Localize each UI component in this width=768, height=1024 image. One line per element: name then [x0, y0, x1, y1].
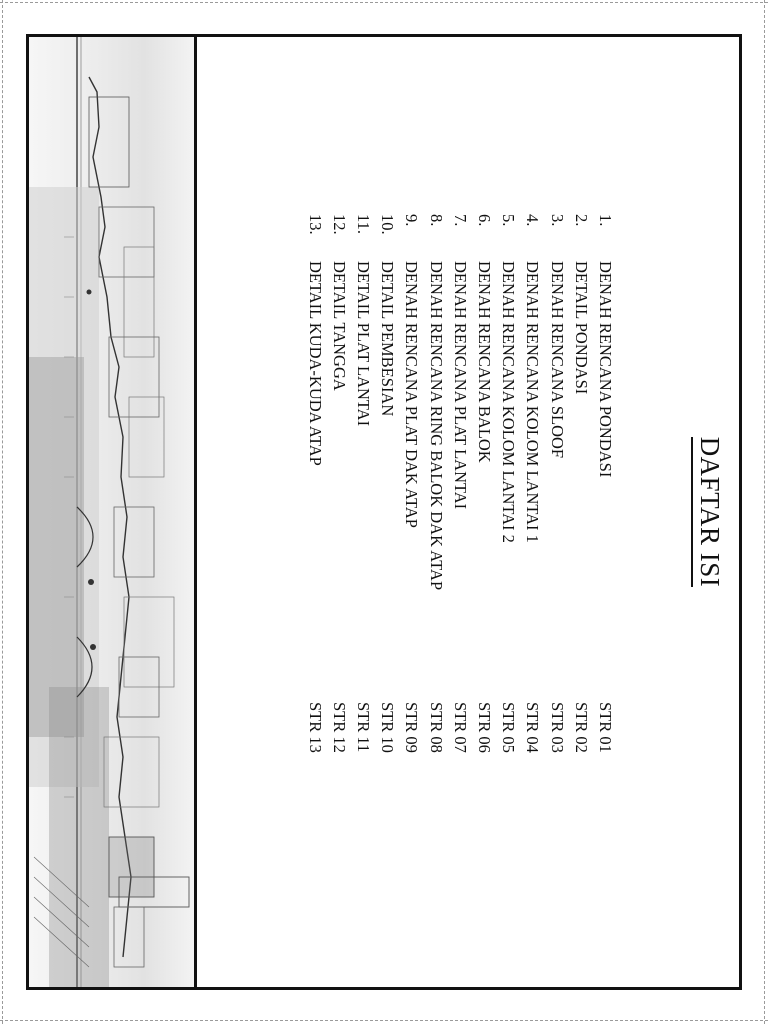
toc-item	[424, 214, 448, 754]
toc-item-label: DENAH RENCANA KOLOM LANTAI 2	[499, 261, 519, 543]
toc-item-label: DETAIL KUDA-KUDA ATAP	[305, 261, 325, 466]
page-edge-bottom	[0, 1020, 768, 1021]
toc-list	[303, 214, 617, 754]
toc-item-code: STR 02	[571, 702, 591, 753]
toc-item-label: DENAH RENCANA KOLOM LANTAI 1	[523, 261, 543, 543]
toc-item-code: STR 05	[499, 702, 519, 753]
toc-item-number: 6.	[475, 214, 495, 227]
toc-item-label: DENAH RENCANA SLOOF	[547, 261, 567, 459]
toc-item-code: STR 10	[378, 702, 398, 753]
toc-item-number: 13.	[305, 214, 325, 235]
toc-item-number: 1.	[596, 214, 615, 227]
toc-item-number: 10.	[378, 214, 398, 235]
toc-item-code: STR 09	[402, 702, 422, 753]
toc-item	[448, 214, 472, 754]
toc-item	[520, 214, 544, 754]
toc-item-label: DENAH RENCANA PLAT DAK ATAP	[402, 261, 422, 528]
toc-item-label: DENAH RENCANA BALOK	[475, 261, 495, 463]
toc-item-label: DENAH RENCANA PONDASI	[596, 261, 615, 478]
toc-item-code: STR 06	[475, 702, 495, 753]
toc-item-code: STR 03	[547, 702, 567, 753]
toc-item-code: STR 04	[523, 702, 543, 753]
toc-item-number: 12.	[329, 214, 349, 235]
page-edge-top	[0, 2, 768, 3]
toc-item	[544, 214, 568, 754]
toc-item-code: STR 13	[305, 702, 325, 753]
toc-item-code: STR 11	[354, 702, 374, 753]
page-edge-right	[764, 0, 765, 1024]
toc-item-number: 9.	[402, 214, 422, 227]
toc-item	[496, 214, 520, 754]
toc-item-number: 8.	[426, 214, 446, 227]
toc-item-label: DENAH RENCANA RING BALOK DAK ATAP	[426, 261, 446, 591]
page-title-text: DAFTAR ISI	[691, 437, 725, 588]
toc-item-number: 5.	[499, 214, 519, 227]
toc-item-label: DETAIL PONDASI	[571, 261, 591, 395]
rotated-content	[198, 38, 738, 986]
toc-item-code: STR 08	[426, 702, 446, 753]
toc-item	[327, 214, 351, 754]
toc-item-number: 3.	[547, 214, 567, 227]
frame-divider	[194, 34, 197, 990]
toc-item-label: DETAIL PEMBESIAN	[378, 261, 398, 417]
toc-item	[375, 214, 399, 754]
toc-item-code: STR 01	[596, 702, 615, 753]
toc-item-number: 7.	[450, 214, 470, 227]
toc-item-label: DETAIL PLAT LANTAI	[354, 261, 374, 427]
toc-item	[593, 214, 617, 754]
table-of-contents-panel	[198, 38, 738, 986]
toc-item-label: DETAIL TANGGA	[329, 261, 349, 391]
toc-item-number: 2.	[571, 214, 591, 227]
toc-item	[351, 214, 375, 754]
toc-item-number: 11.	[354, 214, 374, 235]
toc-item-label: DENAH RENCANA PLAT LANTAI	[450, 261, 470, 510]
toc-item-number: 4.	[523, 214, 543, 227]
toc-item-code: STR 07	[450, 702, 470, 753]
page-edge-left	[2, 0, 3, 1024]
toc-item	[569, 214, 593, 754]
toc-item	[472, 214, 496, 754]
toc-item-code: STR 12	[329, 702, 349, 753]
toc-item	[399, 214, 423, 754]
toc-item	[303, 214, 327, 754]
page-title	[690, 38, 730, 986]
